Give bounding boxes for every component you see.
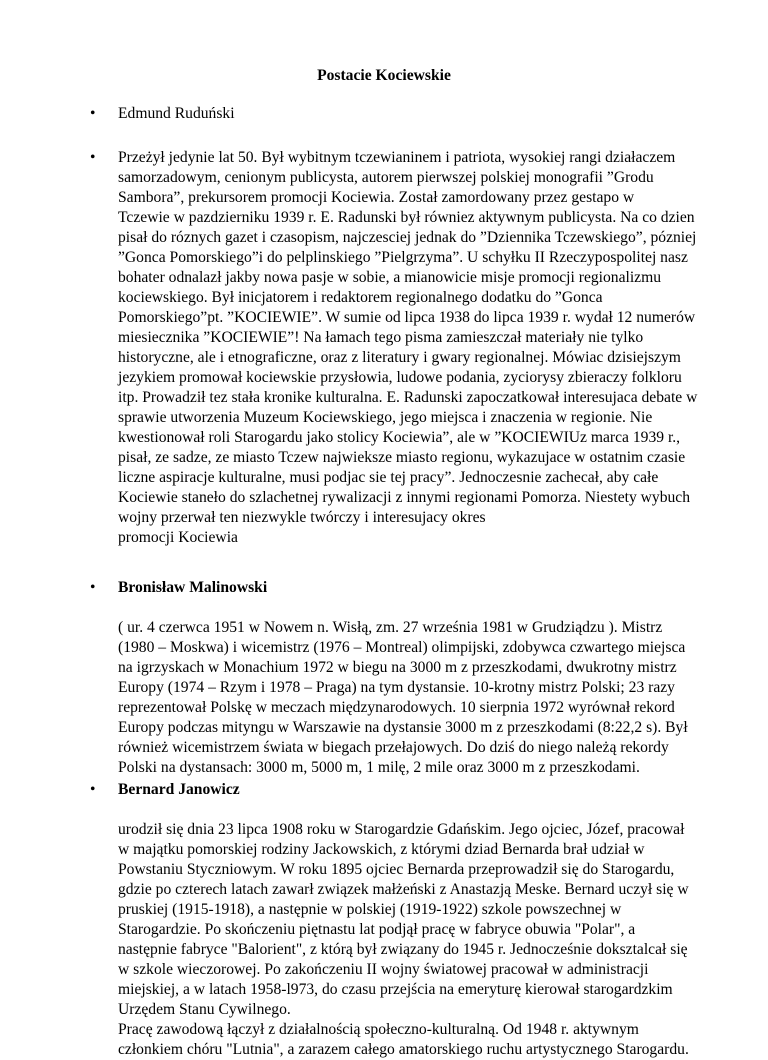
paragraph-line: Polski na dystansach: 3000 m, 5000 m, 1 milę, 2 mile oraz 3000 m z przeszkodami. [118,759,640,776]
section-heading-rudunski: Edmund Ruduński [118,105,235,122]
paragraph-line: sprawie utworzenia Muzeum Kociewskiego, jego miejsca i znaczenia w regionie. Nie [118,409,653,426]
paragraph-line: Powstaniu Styczniowym. W roku 1895 ojciec Bernarda przeprowadził się do Starogardu, [118,861,675,878]
paragraph-line: Europy (1974 – Rzym i 1978 – Praga) na tym dystansie. 10-krotny mistrz Polski; 23 razy [118,679,675,696]
paragraph-line: pisał do róznych gazet i czasopism, najczesciej jednak do ”Dziennika Tczewskiego”, pózniej [118,229,697,246]
bullet-marker: • [90,105,96,122]
paragraph-rudunski [118,148,698,548]
paragraph-line: Europy podczas mityngu w Warszawie na dystansie 3000 m z przeszkodami (8:22,2 s). Był [118,719,688,736]
paragraph-line: ”Gonca Pomorskiego”i do pelplinskiego ”Pielgrzyma”. U schyłku II Rzeczypospolitej nasz [118,249,688,266]
paragraph-line: jezykiem promował kociewskie przysłowia, ludowe podania, zyciorysy zbieraczy folkloru [118,369,682,386]
paragraph-line: w szkole wieczorowej. Po zakończeniu II wojny światowej pracował w administracji [118,961,649,978]
paragraph-line: na igrzyskach w Monachium 1972 w biegu na 3000 m z przeszkodami, dwukrotny mistrz [118,659,677,676]
bullet-marker: • [90,579,96,596]
paragraph-line: liczne aspiracje kulturalne, musi podjac sie tej pracy”. Jednoczesnie zachecał, aby całe [118,469,659,486]
paragraph-line: reprezentował Polskę w meczach międzynarodowych. 10 sierpnia 1972 wyrównał rekord [118,699,675,716]
section-heading-malinowski: Bronisław Malinowski [118,579,268,596]
paragraph-line: kwestionował roli Starogardu jako stolicy Kociewia”, ale w ”KOCIEWIUz marca 1939 r., [118,429,681,446]
paragraph-line: itp. Prowadził tez stała kronike kulturalna. E. Radunski zapoczatkował interesujaca debate w [118,389,698,406]
paragraph-line: również wicemistrzem świata w biegach przełajowych. Do dziś do niego należą rekordy [118,739,669,756]
paragraph-line: Urzędem Stanu Cywilnego. [118,1001,291,1018]
paragraph-line: (1980 – Moskwa) i wicemistrz (1976 – Montreal) olimpijski, zdobywca czwartego miejsca [118,639,686,656]
paragraph-malinowski [118,618,698,778]
paragraph-line: Pomorskiego”pt. ”KOCIEWIE”. W sumie od lipca 1938 do lipca 1939 r. wydał 12 numerów [118,309,696,326]
paragraph-line: Tczewie w pazdzierniku 1939 r. E. Radunski był równiez aktywnym publicysta. Na co dzien [118,209,695,226]
page-title: Postacie Kociewskie [317,67,451,84]
paragraph-line: Sambora”, prekursorem promocji Kociewia. Został zamordowany przez gestapo w [118,189,635,206]
paragraph-line: miejskiej, a w latach 1958-l973, do czasu przejścia na emeryturę kierował starogardzkim [118,981,673,998]
paragraph-line: wojny przerwał ten niezwykle twórczy i interesujacy okres [118,509,486,526]
bullet-marker: • [90,149,96,166]
paragraph-line: pisał, ze sadze, ze miasto Tczew najwieksze miasto regionu, wykazujace w ostatnim czasie [118,449,686,466]
paragraph-line: członkiem chóru "Lutnia", a zarazem całego amatorskiego ruchu artystycznego Starogardu. [118,1041,689,1058]
paragraph-line: pruskiej (1915-1918), a następnie w polskiej (1919-1922) szkole powszechnej w [118,901,622,918]
paragraph-line: promocji Kociewia [118,529,238,546]
paragraph-line: Pracę zawodową łączył z działalnością społeczno-kulturalną. Od 1948 r. aktywnym [118,1021,639,1038]
paragraph-line: historyczne, ale i etnograficzne, oraz z literatury i gwary regionalnej. Mówiac dzisiejszym [118,349,681,366]
paragraph-line: w majątku pomorskiej rodziny Jackowskich, z którymi dziad Bernarda brał udział w [118,841,645,858]
paragraph-line: Starogardzie. Po skończeniu piętnastu lat podjął pracę w fabryce obuwia "Polar", a [118,921,636,938]
section-heading-janowicz: Bernard Janowicz [118,781,240,798]
paragraph-line: gdzie po czterech latach zawarł związek małżeński z Anastazją Meske. Bernard uczył się w [118,881,689,898]
paragraph-line: urodził się dnia 23 lipca 1908 roku w Starogardzie Gdańskim. Jego ojciec, Józef, pracował [118,821,685,838]
paragraph-line: samorzadowym, cenionym publicysta, autorem pierwszej polskiej monografii ”Grodu [118,169,654,186]
paragraph-janowicz [118,820,698,1060]
paragraph-line: kociewskiego. Był inicjatorem i redaktorem regionalnego dodatku do ”Gonca [118,289,603,306]
paragraph-line: bohater odnalazł jakby nowa pasje w sobie, a mianowicie misje promocji regionalizmu [118,269,662,286]
paragraph-line: miesiecznika ”KOCIEWIE”! Na łamach tego pisma zamieszczał materiały nie tylko [118,329,644,346]
paragraph-line: Przeżył jedynie lat 50. Był wybitnym tczewianinem i patriota, wysokiej rangi działaczem [118,149,676,166]
paragraph-line: ( ur. 4 czerwca 1951 w Nowem n. Wisłą, zm. 27 września 1981 w Grudziądzu ). Mistrz [118,619,663,636]
paragraph-line: następnie fabryce "Balorient", z którą był związany do 1945 r. Jednocześnie doksztalcał się [118,941,688,958]
paragraph-line: Kociewie staneło do szlachetnej rywalizacji z innymi regionami Pomorza. Niestety wybuch [118,489,691,506]
bullet-marker: • [90,781,96,798]
